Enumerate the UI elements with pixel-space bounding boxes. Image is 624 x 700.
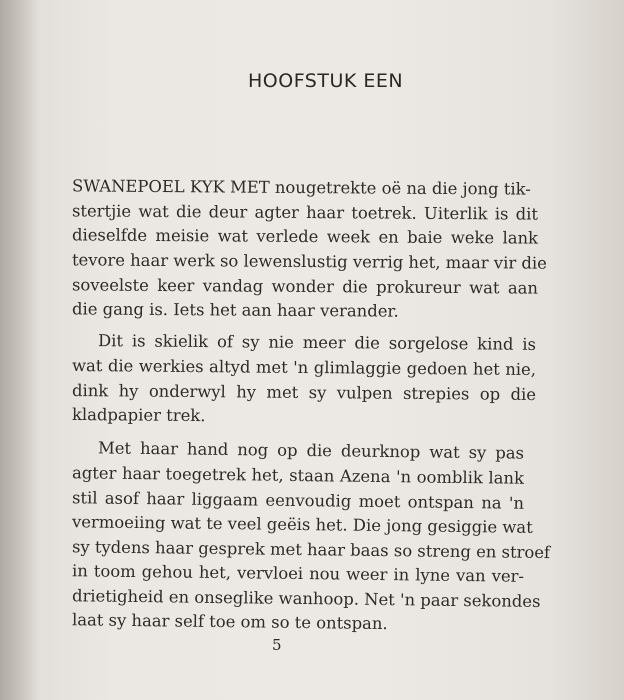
paragraph-3-line-3: stil asof haar liggaam eenvoudig moet ontspan na 'n: [71, 488, 525, 513]
paragraph-2-line-1: Dit is skielik of sy nie meer die sorgelose kind is: [97, 331, 537, 354]
paragraph-2-line-4: kladpapier trek.: [71, 404, 206, 426]
chapter-title: HOOFSTUK EEN: [248, 70, 404, 92]
paragraph-1-line-1: SWANEPOEL KYK MET nougetrekte oë na die jong tik-: [71, 176, 531, 199]
paragraph-3-line-7: drietigheid en onseglike wanhoop. Net 'n paar sekondes: [71, 586, 541, 611]
paragraph-1-line-4: tevore haar werk so lewenslustig verrig het, maar vir die: [71, 250, 547, 273]
page-number: 5: [272, 636, 282, 654]
paragraph-1-line-5: soveelste keer vandag wonder die prokureur wat aan: [71, 275, 539, 298]
paragraph-1-line-6: die gang is. Iets het aan haar verander.: [71, 299, 399, 321]
paragraph-3-line-8: laat sy haar self toe om so te ontspan.: [71, 610, 388, 634]
paragraph-3-line-1: Met haar hand nog op die deurknop wat sy pas: [97, 438, 525, 463]
paragraph-3-line-6: in toom gehou het, vervloei nou weer in lyne van ver-: [71, 561, 525, 586]
paragraph-2-line-3: dink hy onderwyl hy met sy vulpen strepies op die: [71, 380, 537, 405]
paragraph-3-line-4: vermoeiing wat te veel geëis het. Die jong gesiggie wat: [71, 512, 533, 537]
spine-shadow: [0, 0, 40, 700]
paragraph-2-line-2: wat die werkies altyd met 'n glimlaggie gedoen het nie,: [71, 355, 537, 380]
paragraph-1-line-2: stertjie wat die deur agter haar toetrek. Uiterlik is dit: [71, 201, 539, 224]
paragraph-3-line-5: sy tydens haar gesprek met haar baas so streng en stroef: [71, 537, 551, 563]
paragraph-3-line-2: agter haar toegetrek het, staan Azena 'n oomblik lank: [71, 463, 525, 488]
paragraph-1-line-3: dieselfde meisie wat verlede week en baie weke lank: [71, 225, 539, 248]
